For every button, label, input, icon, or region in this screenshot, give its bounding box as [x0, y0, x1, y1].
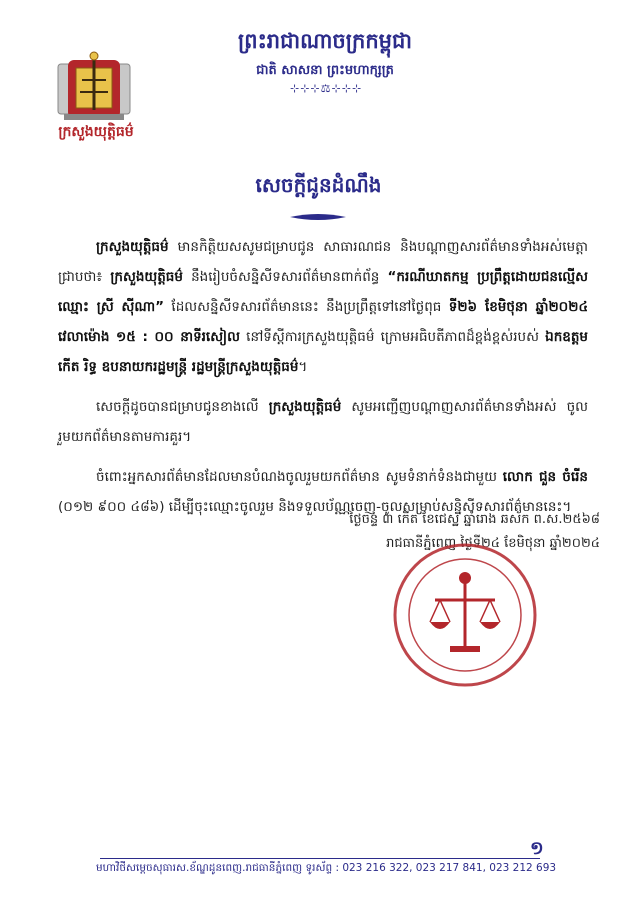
kingdom-heading: ព្រះរាជាណាចក្រកម្ពុជា — [237, 28, 412, 53]
solar-date: រាជធានីភ្នំពេញ ថ្ងៃទី២៤ ខែមិថុនា ឆ្នាំ២០២៤ — [386, 536, 600, 551]
case-title: “ករណីឃាតកម្ម ប្រព្រឹត្តដោយជនល្មើសឈ្មោះ ស្រី ស៊ីណា” — [58, 269, 588, 315]
footer-divider — [100, 858, 540, 859]
paragraph-2: សេចក្តីដូចបានជម្រាបជូនខាងលើ ក្រសួងយុត្តិធម៌ សូមអញ្ជើញបណ្តាញសារព័ត៌មានទាំងអស់ ចូលរួមយកព័ត៌មានតាមការគួរ។ — [58, 399, 588, 445]
ministry-ref: ក្រសួងយុត្តិធម៌ — [110, 269, 183, 285]
official-seal — [390, 540, 540, 690]
contact-person: លោក ជួន ចំរើន — [502, 469, 588, 485]
paragraph-3: ចំពោះអ្នកសារព័ត៌មានដែលមានបំណងចូលរួមយកព័ត៌មាន សូមទំនាក់ទំនងជាមួយ លោក ជួន ចំរើន (០១២ ៩០០ ៤៨៦) ដើម្បីចុះឈ្មោះចូលរួម និងទទួលប័ណ្ណចេញ-ចូលសម្រាប់សន្និសីទសារព័ត៌មាននេះ។ — [58, 469, 588, 515]
footer-contact: មហាវិថីសម្តេចសុធារស.ខ័ណ្ឌដូនពេញ.រាជធានីភ្នំពេញ ទូរស័ព្ទ : 023 216 322, 023 217 841, 023 212 693 — [96, 862, 557, 874]
national-motto: ជាតិ សាសនា ព្រះមហាក្សត្រ — [256, 63, 394, 78]
title-divider — [288, 212, 348, 222]
paragraph-1: ក្រសួងយុត្តិធម៌ មានកិត្តិយសសូមជម្រាបជូន សាធារណជន និងបណ្តាញសារព័ត៌មានទាំងអស់មេត្តាជ្រាបថា៖ ក្រសួងយុត្តិធម៌ នឹងរៀបចំសន្និសីទសារព័ត៌មានពាក់ព័ន្ធ “ករណីឃាតកម្ម ប្រព្រឹត្តដោយជនល្មើសឈ្មោះ ស្រី ស៊ីណា” ដែលសន្និសីទសារព័ត៌មាននេះ នឹងប្រព្រឹត្តទៅនៅថ្ងៃពុធ ទី២៦ ខែមិថុនា ឆ្នាំ២០២៤ វេលាម៉ោង ១៥ : ០០ នាទីរសៀល នៅទីស្តីការក្រសួងយុត្តិធម៌ ក្រោមអធិបតីភាពដ៏ខ្ពង់ខ្ពស់របស់ ឯកឧត្តម កើត រិទ្ធ ឧបនាយករដ្ឋមន្ត្រី រដ្ឋមន្ត្រីក្រសួងយុត្តិធម៌។ — [58, 239, 589, 375]
page-number: ១ — [530, 838, 544, 859]
announcement-body — [58, 232, 588, 532]
event-datetime: ទី២៦ ខែមិថុនា ឆ្នាំ២០២៤ វេលាម៉ោង ១៥ : ០០ នាទីរសៀល — [58, 299, 589, 345]
header-ornament: ⊹⊹⊹⚖⊹⊹⊹ — [290, 82, 363, 95]
ministry-logo — [54, 50, 134, 124]
ministry-name: ក្រសួងយុត្តិធម៌ — [58, 124, 134, 140]
lunar-date: ថ្ងៃចន្ទ ៣ កើត ខែជេស្ឋ ឆ្នាំរោង ឆស័ក ព.ស.២៥៦៨ — [349, 512, 600, 527]
ministry-ref: ក្រសួងយុត្តិធម៌ — [268, 399, 342, 415]
document-title: សេចក្តីជូនដំណឹង — [255, 173, 382, 197]
ministry-ref: ក្រសួងយុត្តិធម៌ — [96, 239, 169, 255]
presiding-official: ឯកឧត្តម កើត រិទ្ធ ឧបនាយករដ្ឋមន្ត្រី រដ្ឋមន្ត្រីក្រសួងយុត្តិធម៌ — [58, 329, 588, 375]
